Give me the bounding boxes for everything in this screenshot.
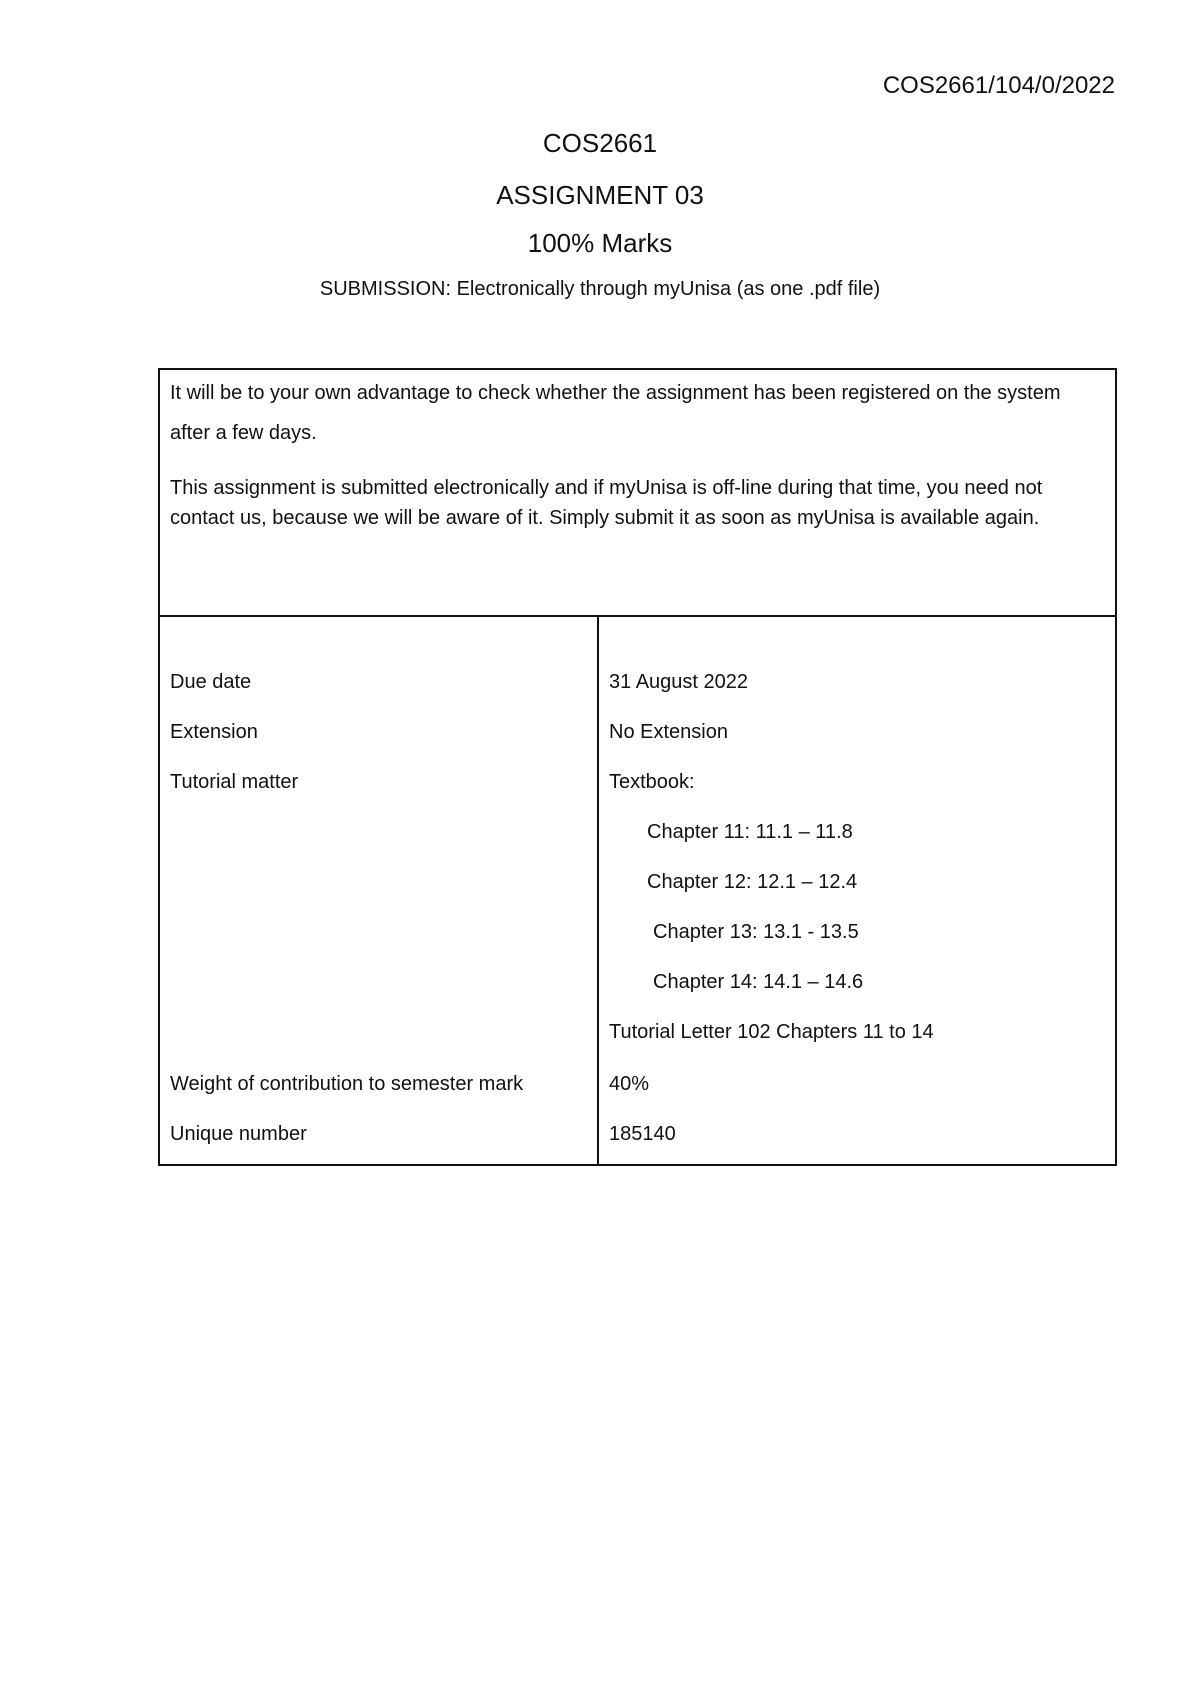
column-divider [597, 615, 599, 1164]
due-date-label: Due date [170, 671, 252, 693]
chapter-item: Chapter 14: 14.1 – 14.6 [653, 971, 864, 993]
chapter-item: Chapter 13: 13.1 - 13.5 [653, 921, 859, 943]
chapter-item: Chapter 11: 11.1 – 11.8 [647, 821, 853, 843]
course-code: COS2661 [542, 128, 658, 158]
notice-box [158, 368, 1117, 617]
assignment-title: ASSIGNMENT 03 [496, 180, 704, 210]
assignment-details-table [158, 615, 1117, 1166]
due-date-value: 31 August 2022 [609, 671, 749, 693]
tutorial-textbook: Textbook: [609, 771, 695, 793]
extension-value: No Extension [609, 721, 728, 743]
weight-label: Weight of contribution to semester mark [170, 1073, 524, 1095]
submission-instructions: SUBMISSION: Electronically through myUnisa (as one .pdf file) [319, 278, 881, 300]
document-reference: COS2661/104/0/2022 [882, 72, 1115, 99]
notice-paragraph-registration: It will be to your own advantage to check whether the assignment has been registered on the system after a few days. [170, 382, 1061, 444]
unique-number-value: 185140 [609, 1123, 676, 1145]
notice-paragraph-electronic: This assignment is submitted electronically and if myUnisa is off-line during that time, you need not contact us, because we will be aware of it. Simply submit it as soon as myUnisa is available again. [170, 477, 1043, 529]
weight-value: 40% [609, 1073, 650, 1095]
unique-number-label: Unique number [170, 1123, 307, 1145]
tutorial-letter: Tutorial Letter 102 Chapters 11 to 14 [609, 1021, 934, 1043]
tutorial-matter-label: Tutorial matter [170, 771, 299, 793]
marks-weight: 100% Marks [527, 228, 673, 258]
chapter-item: Chapter 12: 12.1 – 12.4 [647, 871, 858, 893]
extension-label: Extension [170, 721, 258, 743]
